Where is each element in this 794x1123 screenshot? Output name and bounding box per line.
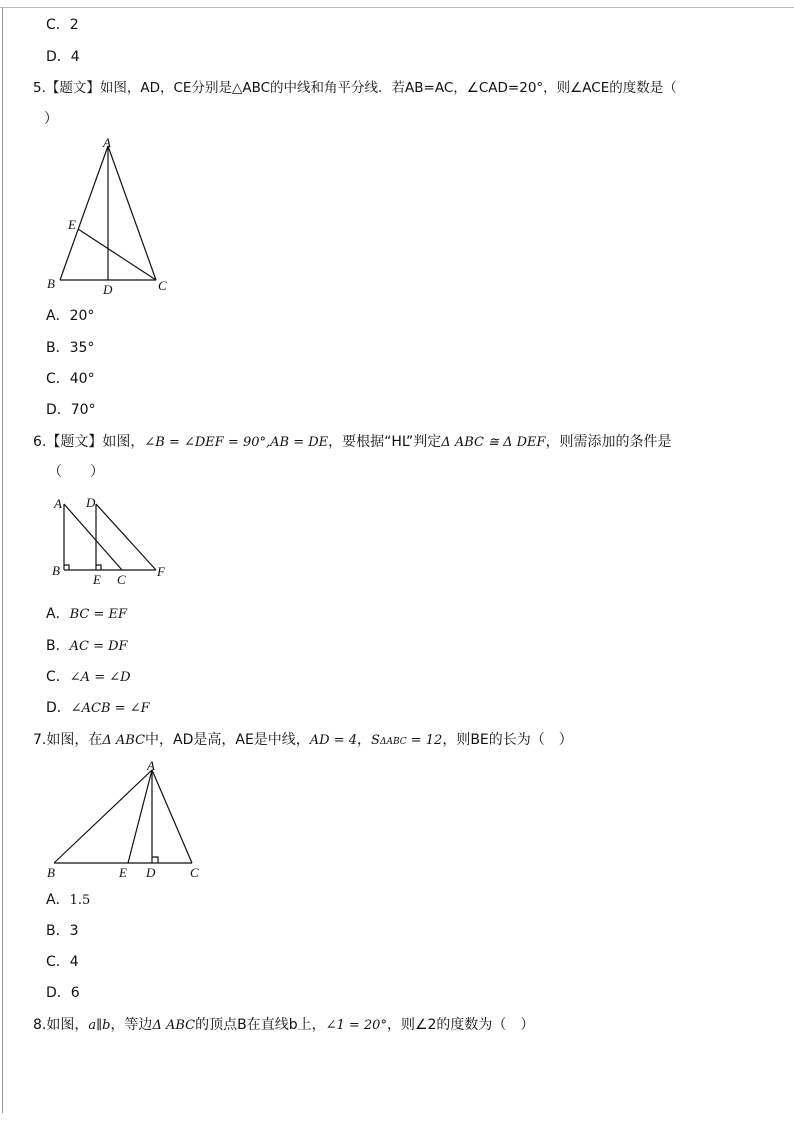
q6-option-a-expr: BC = EF [69, 607, 127, 622]
q6-label-b: B [52, 563, 60, 578]
q7-stem [33, 731, 573, 751]
q8-angle1: ∠1 = 20° [325, 1018, 387, 1033]
q7-label-b: B [47, 865, 55, 880]
q7-area-symbol: S [371, 733, 380, 748]
q5-option-d: D．70° [46, 402, 96, 418]
q6-option-c-letter: C． [46, 669, 70, 685]
page-left-border [2, 7, 3, 1113]
q6-option-d-expr: ∠ACB = ∠F [70, 701, 150, 716]
q5-option-c: C．40° [46, 371, 95, 387]
q6-option-c-expr: ∠A = ∠D [69, 670, 131, 685]
q7-option-a-letter: A． [46, 892, 70, 908]
q7-label-c: C [190, 865, 199, 880]
q7-label-d: D [146, 865, 156, 880]
q8-suffix: ，则∠2的度数为（ ） [386, 1017, 535, 1033]
q6-stem [33, 433, 672, 452]
q7-label-a: A [147, 758, 155, 773]
q6-option-a-letter: A． [46, 606, 70, 622]
q7-option-a [46, 891, 90, 910]
q7-suffix: ，则BE的长为（ ） [442, 732, 573, 748]
q5-label-e: E [68, 217, 76, 232]
q6-option-d-letter: D． [46, 700, 71, 716]
q7-option-b [46, 922, 79, 940]
q5-label-a: A [103, 135, 111, 150]
q7-area-value: = 12 [406, 733, 443, 748]
q5-option-a: A．20° [46, 308, 95, 324]
q7-option-b-letter: B． [46, 923, 70, 939]
q5-stem: 5.【题文】如图，AD，CE分别是△ABC的中线和角平分线．若AB=AC，∠CAD=20°，则∠ACE的度数是（ [33, 80, 677, 96]
q6-option-a [46, 605, 127, 624]
q7-option-b-value: 3 [69, 923, 79, 939]
q7-prefix: 7.如图，在 [33, 732, 103, 748]
q7-triangle: Δ ABC [102, 733, 146, 748]
q6-suffix: ，则需添加的条件是 [545, 434, 672, 450]
page-top-border [0, 7, 794, 8]
q7-option-d-value: 6 [70, 985, 80, 1001]
q8-mid: ，等边 [110, 1017, 153, 1033]
q8-prefix: 8.如图， [33, 1017, 89, 1033]
q7-label-e: E [119, 865, 127, 880]
q7-sep: ， [357, 732, 372, 748]
q6-label-d: D [86, 495, 96, 510]
q7-option-c-letter: C． [46, 954, 70, 970]
q6-triangles-figure [44, 492, 184, 588]
q5-label-b: B [47, 276, 55, 291]
q6-mid: ，要根据“HL”判定 [328, 434, 442, 450]
q8-mid2: 的顶点B在直线b上， [195, 1017, 326, 1033]
q6-option-b-expr: AC = DF [69, 639, 128, 654]
q7-area-subscript: ΔABC [379, 737, 407, 747]
q7-ad: AD = 4 [309, 733, 358, 748]
q7-option-d [46, 984, 80, 1002]
q6-option-b [46, 637, 128, 656]
q5-label-c: C [158, 278, 167, 293]
q7-mid: 中，AD是高，AE是中线， [145, 732, 310, 748]
q6-label-c: C [117, 572, 126, 587]
q4-option-c: C．2 [46, 17, 79, 33]
q6-prefix: 6.【题文】如图， [33, 434, 145, 450]
q8-triangle: Δ ABC [152, 1018, 196, 1033]
q8-stem [33, 1016, 534, 1035]
q5-label-d: D [103, 282, 113, 297]
q4-option-d: D．4 [46, 49, 80, 65]
q5-option-b: B．35° [46, 340, 95, 356]
q6-label-f: F [157, 564, 165, 579]
q7-option-a-value: 1.5 [69, 893, 91, 908]
q6-option-b-letter: B． [46, 638, 70, 654]
q8-parallel: a∥b [88, 1018, 111, 1033]
q6-option-c [46, 668, 131, 687]
q7-option-d-letter: D． [46, 985, 71, 1001]
q7-triangle-figure [40, 756, 220, 884]
q6-given: ∠B = ∠DEF = 90°,AB = DE [144, 435, 329, 450]
q7-option-c [46, 953, 79, 971]
q6-option-d [46, 699, 150, 718]
q5-stem-close-paren: ） [44, 111, 58, 127]
q5-triangle-figure [40, 136, 180, 298]
q7-option-c-value: 4 [69, 954, 79, 970]
q6-label-a: A [54, 496, 62, 511]
q6-label-e: E [93, 572, 101, 587]
q6-answer-paren: （ ） [48, 464, 104, 480]
q6-congruence: Δ ABC ≅ Δ DEF [441, 435, 546, 450]
